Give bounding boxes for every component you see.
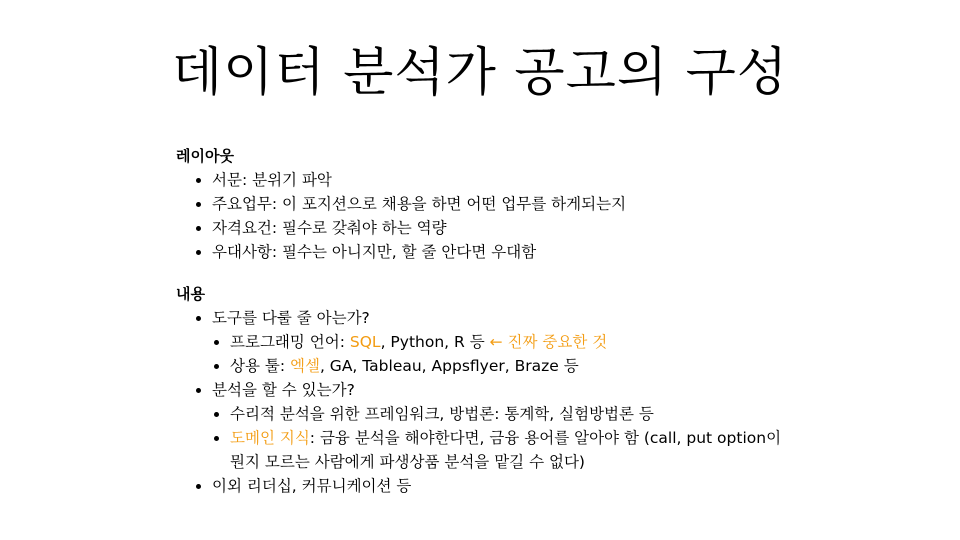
programming-prefix: 프로그래밍 언어:	[230, 333, 350, 351]
domain-knowledge-highlight: 도메인 지식	[230, 429, 310, 447]
content-item-analysis: 분석을 할 수 있는가?	[176, 378, 781, 402]
content-list	[176, 306, 781, 498]
domain-line2: 뭔지 모르는 사람에게 파생상품 분석을 맡길 수 없다)	[230, 453, 585, 471]
layout-section-heading: 레이아웃	[176, 147, 234, 165]
content-subitem-domain	[176, 426, 781, 474]
excel-highlight: 엑셀	[290, 357, 320, 375]
layout-item-intro: 서문: 분위기 파악	[176, 168, 626, 192]
layout-item-preferred: 우대사항: 필수는 아니지만, 할 줄 안다면 우대함	[176, 240, 626, 264]
slide-title: 데이터 분석가 공고의 구성	[171, 43, 789, 103]
important-note: ← 진짜 중요한 것	[489, 333, 608, 351]
content-section-heading: 내용	[176, 285, 205, 303]
analytics-rest: , GA, Tableau, Appsflyer, Braze 등	[319, 357, 579, 375]
analytics-prefix: 상용 툴:	[230, 357, 290, 375]
layout-section	[176, 144, 626, 264]
layout-list	[176, 168, 626, 264]
layout-item-duties: 주요업무: 이 포지션으로 채용을 하면 어떤 업무를 하게되는지	[176, 192, 626, 216]
domain-line1: : 금융 분석을 해야한다면, 금융 용어를 알아야 함 (call, put option이	[309, 429, 782, 447]
programming-middle: , Python, R 등	[380, 333, 490, 351]
content-section	[176, 282, 781, 498]
content-subitem-analytics-tools	[176, 354, 781, 378]
content-item-other: 이외 리더십, 커뮤니케이션 등	[176, 474, 781, 498]
sql-highlight: SQL	[349, 333, 381, 351]
layout-item-requirements: 자격요건: 필수로 갖춰야 하는 역량	[176, 216, 626, 240]
content-subitem-methods: 수리적 분석을 위한 프레임워크, 방법론: 통계학, 실험방법론 등	[176, 402, 781, 426]
content-item-tools: 도구를 다룰 줄 아는가?	[176, 306, 781, 330]
content-subitem-programming	[176, 330, 781, 354]
